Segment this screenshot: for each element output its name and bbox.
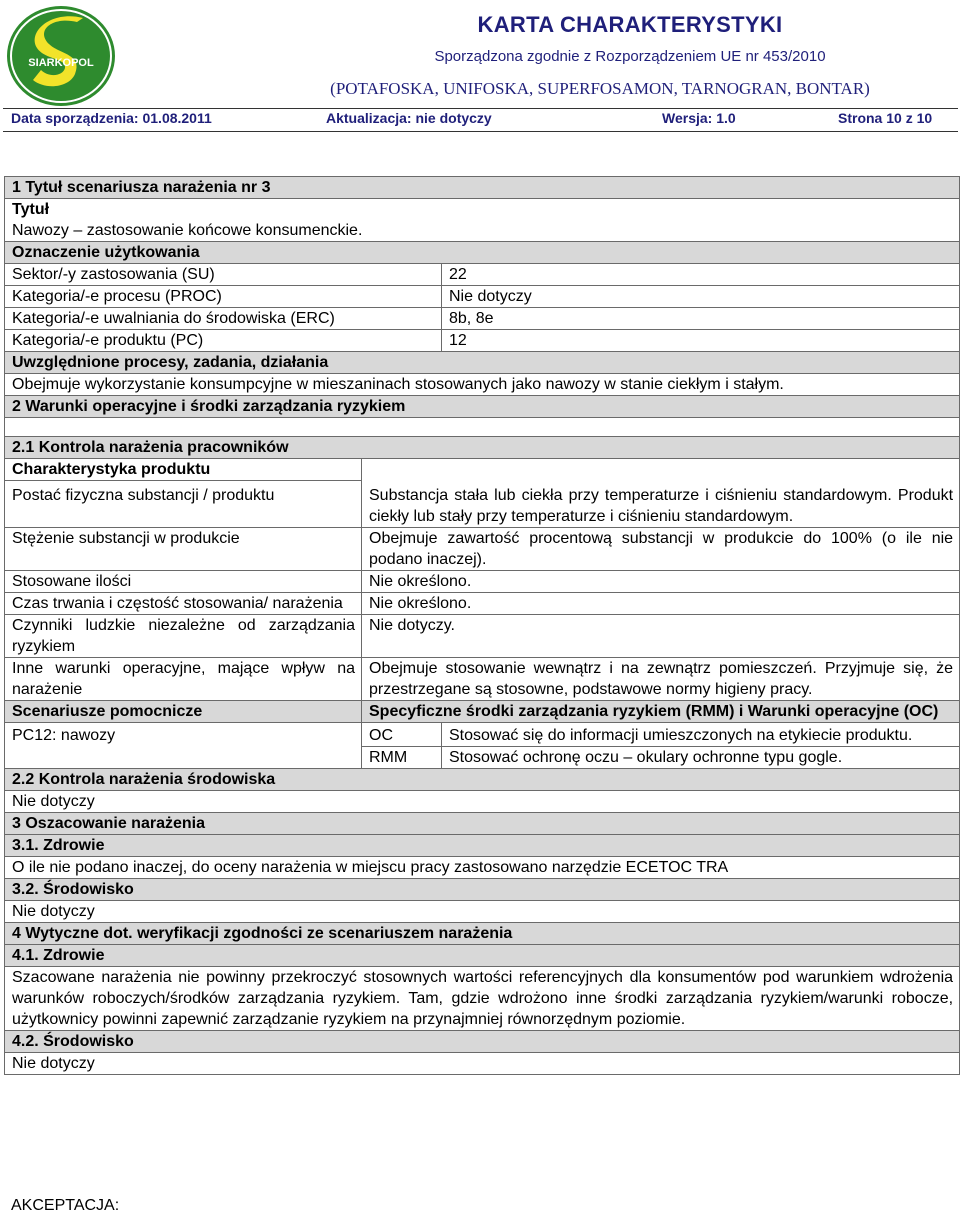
- title-label: Tytuł: [5, 199, 960, 221]
- characteristic-value: Obejmuje zawartość procentową substancji w produkcie do 100% (o ile nie podano inaczej).: [362, 527, 960, 570]
- update-info: Aktualizacja: nie dotyczy: [326, 110, 492, 126]
- characteristics-row: [5, 481, 960, 528]
- usage-row: [5, 264, 960, 286]
- characteristics-row: [5, 657, 960, 700]
- pc12-label: PC12: nawozy: [5, 722, 362, 768]
- section-4-2-value: Nie dotyczy: [5, 1052, 960, 1074]
- usage-value: 12: [442, 330, 960, 352]
- processes-heading: Uwzględnione procesy, zadania, działania: [5, 352, 960, 374]
- characteristic-value: Nie określono.: [362, 592, 960, 614]
- exposure-scenario-table: [4, 176, 960, 1075]
- spacer-row: [5, 418, 960, 437]
- characteristic-value: Nie dotyczy.: [362, 614, 960, 657]
- characteristics-row: [5, 592, 960, 614]
- scenarios-value: Specyficzne środki zarządzania ryzykiem (RMM) i Warunki operacyjne (OC): [362, 700, 960, 722]
- section-3-1-heading: 3.1. Zdrowie: [5, 834, 960, 856]
- title-value: Nawozy – zastosowanie końcowe konsumenckie.: [5, 220, 960, 242]
- section-4-heading: 4 Wytyczne dot. weryfikacji zgodności ze scenariuszem narażenia: [5, 922, 960, 944]
- siarkopol-logo: [5, 4, 117, 108]
- rmm-value: Stosować ochronę oczu – okulary ochronne typu gogle.: [442, 746, 960, 768]
- product-characteristics-heading: Charakterystyka produktu: [5, 459, 362, 481]
- characteristic-label: Inne warunki operacyjne, mające wpływ na narażenie: [5, 657, 362, 700]
- characteristics-row: [5, 614, 960, 657]
- section-3-2-heading: 3.2. Środowisko: [5, 878, 960, 900]
- usage-label: Kategoria/-e uwalniania do środowiska (ERC): [5, 308, 442, 330]
- usage-row: [5, 286, 960, 308]
- section-3-2-value: Nie dotyczy: [5, 900, 960, 922]
- usage-heading: Oznaczenie użytkowania: [5, 242, 960, 264]
- regulation-subtitle: Sporządzona zgodnie z Rozporządzeniem UE nr 453/2010: [434, 48, 826, 65]
- usage-value: 22: [442, 264, 960, 286]
- document-meta: [0, 110, 960, 128]
- meta-divider: [3, 131, 958, 132]
- usage-label: Kategoria/-e produktu (PC): [5, 330, 442, 352]
- section-1-heading: 1 Tytuł scenariusza narażenia nr 3: [5, 177, 960, 199]
- section-3-heading: 3 Oszacowanie narażenia: [5, 812, 960, 834]
- usage-row: [5, 308, 960, 330]
- section-2-2-heading: 2.2 Kontrola narażenia środowiska: [5, 768, 960, 790]
- section-3-1-value: O ile nie podano inaczej, do oceny narażenia w miejscu pracy zastosowano narzędzie ECETOC TRA: [5, 856, 960, 878]
- document-header: [0, 0, 960, 110]
- page-number: Strona 10 z 10: [838, 110, 933, 126]
- characteristic-label: Stężenie substancji w produkcie: [5, 527, 362, 570]
- usage-row: [5, 330, 960, 352]
- characteristic-label: Czas trwania i częstość stosowania/ narażenia: [5, 592, 362, 614]
- characteristics-row: [5, 527, 960, 570]
- acceptance-label: AKCEPTACJA:: [11, 1197, 120, 1214]
- usage-value: 8b, 8e: [442, 308, 960, 330]
- characteristics-row: [5, 570, 960, 592]
- section-4-1-value: Szacowane narażenia nie powinny przekroczyć stosownych wartości referencyjnych dla konsumentów pod warunkiem wdrożenia warunków roboczych/środków zarządzania ryzykiem. Tam, gdzie wdrożono inne środki zarządzania ryzykiem/warunki robocze, użytkownicy powinni zapewnić zarządzanie ryzykiem na przynajmniej równorzędnym poziomie.: [5, 966, 960, 1030]
- characteristic-value: Nie określono.: [362, 570, 960, 592]
- characteristic-label: Postać fizyczna substancji / produktu: [5, 481, 362, 528]
- usage-label: Kategoria/-e procesu (PROC): [5, 286, 442, 308]
- usage-value: Nie dotyczy: [442, 286, 960, 308]
- creation-date: Data sporządzenia: 01.08.2011: [11, 110, 212, 126]
- section-4-2-heading: 4.2. Środowisko: [5, 1030, 960, 1052]
- section-2-2-value: Nie dotyczy: [5, 790, 960, 812]
- oc-label: OC: [362, 722, 442, 746]
- rmm-label: RMM: [362, 746, 442, 768]
- empty-cell: [362, 459, 960, 481]
- usage-label: Sektor/-y zastosowania (SU): [5, 264, 442, 286]
- section-2-1-heading: 2.1 Kontrola narażenia pracowników: [5, 437, 960, 459]
- section-2-heading: 2 Warunki operacyjne i środki zarządzania ryzykiem: [5, 396, 960, 418]
- section-4-1-heading: 4.1. Zdrowie: [5, 944, 960, 966]
- characteristic-label: Stosowane ilości: [5, 570, 362, 592]
- scenarios-label: Scenariusze pomocnicze: [5, 700, 362, 722]
- document-title: KARTA CHARAKTERYSTYKI: [477, 12, 783, 37]
- processes-text: Obejmuje wykorzystanie konsumpcyjne w mieszaninach stosowanych jako nawozy w stanie ciekłym i stałym.: [5, 374, 960, 396]
- svg-text:SIARKOPOL: SIARKOPOL: [28, 57, 94, 69]
- characteristic-value: Substancja stała lub ciekła przy temperaturze i ciśnieniu standardowym. Produkt ciekły lub stały przy temperaturze i ciśnieniu standardowym.: [362, 481, 960, 528]
- characteristic-label: Czynniki ludzkie niezależne od zarządzania ryzykiem: [5, 614, 362, 657]
- version-info: Wersja: 1.0: [662, 110, 736, 126]
- characteristic-value: Obejmuje stosowanie wewnątrz i na zewnątrz pomieszczeń. Przyjmuje się, że przestrzegane są stosowne, podstawowe normy higieny pracy.: [362, 657, 960, 700]
- oc-value: Stosować się do informacji umieszczonych na etykiecie produktu.: [442, 722, 960, 746]
- header-divider: [3, 108, 958, 109]
- product-list: (POTAFOSKA, UNIFOSKA, SUPERFOSAMON, TARNOGRAN, BONTAR): [330, 79, 870, 98]
